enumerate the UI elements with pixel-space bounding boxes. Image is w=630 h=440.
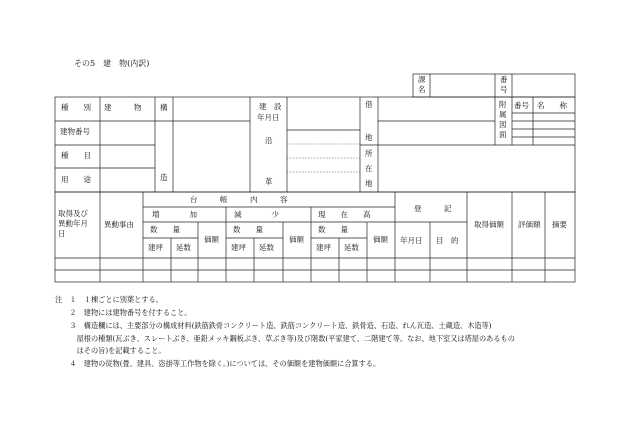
acquisition-date-label-1: 取得及び [58, 209, 88, 218]
built-date-label-1: 建 設 [259, 102, 282, 111]
increase-label: 増 加 [152, 210, 197, 219]
registry-label: 登 記 [414, 204, 452, 213]
structure-label-bottom: 造 [160, 173, 168, 182]
attached-drawings-label-2: 属 [499, 110, 507, 119]
leased-land-label-bottom: 地 [365, 133, 373, 142]
building-label: 建 物 [104, 103, 142, 112]
attached-drawings-label-4: 面 [499, 130, 507, 139]
building-number-label: 建物番号 [60, 127, 90, 136]
built-date-label-2: 年月日 [257, 113, 280, 122]
evaluation-price-label: 評価額 [518, 220, 541, 229]
history-label-top: 沿 [265, 136, 273, 145]
number-label-2: 号 [500, 85, 508, 94]
structure-label-top: 構 [160, 103, 168, 112]
note-line-5: はその旨)を記載すること。 [55, 346, 166, 355]
acquisition-date-label-3: 日 [58, 229, 66, 238]
section-label-2: 名 [418, 85, 426, 94]
leased-land-label-top: 借 [365, 100, 373, 109]
note-line-1: 注 １ １棟ごとに別葉とする。 [55, 295, 163, 304]
change-reason-label: 異動事由 [104, 220, 134, 229]
name-column-header: 名 称 [537, 101, 567, 110]
attached-drawings-label-3: 図 [499, 120, 507, 129]
registry-purpose-label: 目 的 [436, 236, 459, 245]
history-label-bottom: 革 [265, 177, 273, 186]
category-label: 種 目 [61, 151, 91, 160]
attached-drawings-label-1: 附 [499, 100, 507, 109]
current-balance-label: 現 在 高 [318, 210, 371, 219]
remarks-label: 摘要 [552, 220, 567, 229]
note-line-4: 屋根の種類(瓦ぶき、スレートぶき、亜鉛メッキ鋼板ぶき、草ぶき等)及び階数(平家建て、二階建て等。なお、地下室又は塔屋のあるもの [55, 334, 515, 343]
ledger-contents-label: 台 帳 内 容 [190, 195, 288, 204]
increase-qty-label: 数 量 [150, 225, 180, 234]
decrease-floor-label: 延数 [259, 243, 274, 252]
section-label-1: 課 [418, 75, 426, 84]
decrease-label: 減 少 [234, 210, 279, 219]
note-line-2: ２ 建物には建物番号を付すること。 [55, 308, 192, 317]
location-label-2: 在 [365, 164, 373, 173]
current-price-label: 価額 [373, 235, 388, 244]
current-tsubo-label: 建坪 [316, 243, 331, 252]
kind-label: 種 別 [61, 103, 91, 112]
note-line-3: ３ 構造欄には、主要部分の構成材料(鉄筋鉄骨コンクリート造、鉄筋コンクリート造、鉄骨造、石造、れん瓦造、土蔵造、木造等) [55, 321, 492, 330]
decrease-tsubo-label: 建坪 [231, 243, 246, 252]
note-line-6: ４ 建物の従物(畳、建具、恣掛等工作物を除く。)については、その価額を建物価額に合算する。 [55, 359, 381, 368]
location-label-1: 所 [365, 149, 373, 158]
increase-price-label: 価額 [204, 235, 219, 244]
registry-date-label: 年月日 [400, 236, 423, 245]
number-column-header: 番号 [514, 101, 529, 110]
increase-floor-label: 延数 [176, 243, 191, 252]
number-label-1: 番 [500, 75, 508, 84]
decrease-price-label: 価額 [289, 235, 304, 244]
current-qty-label: 数 量 [318, 225, 348, 234]
current-floor-label: 延数 [344, 243, 359, 252]
location-label-3: 地 [365, 179, 373, 188]
increase-tsubo-label: 建坪 [148, 243, 163, 252]
form-title: その5 建 物(内訳) [74, 59, 150, 68]
acquisition-date-label-2: 異動年月 [58, 219, 88, 228]
acquisition-price-label: 取得価額 [474, 220, 504, 229]
use-label: 用 途 [61, 175, 91, 184]
decrease-qty-label: 数 量 [233, 225, 263, 234]
